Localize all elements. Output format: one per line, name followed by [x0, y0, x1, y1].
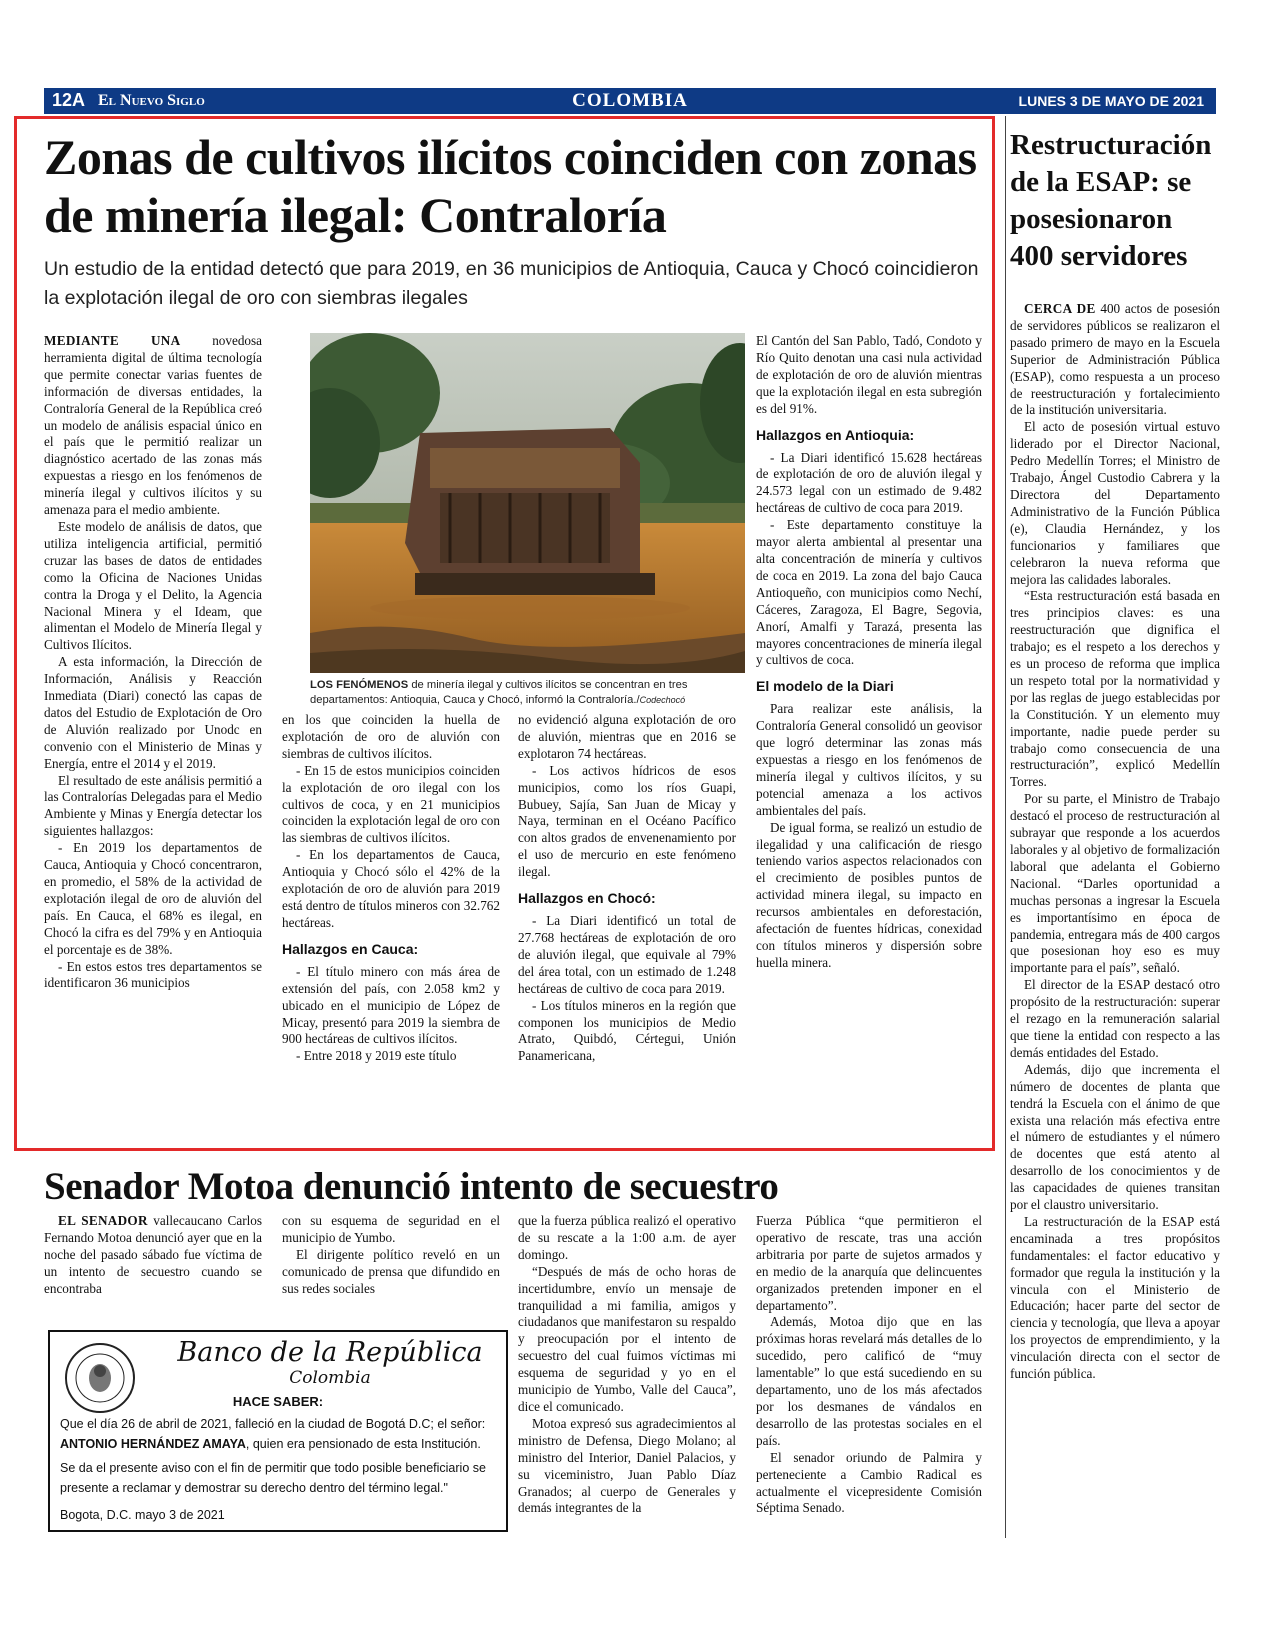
sidebar-column — [1010, 301, 1220, 1383]
paragraph: vallecaucano Carlos Fernando Motoa denunció ayer que en la noche del pasado sábado fue víctima de un intento de secuestro cuando se encontraba — [44, 1213, 262, 1296]
lead-in: EL SENADOR — [58, 1213, 148, 1228]
paragraph: Este modelo de análisis de datos, que utiliza inteligencia artificial, permitió cruzar las bases de datos de entidades como la Oficina de Naciones Unidas contra la Droga y el Delito, la Agencia Nacional Minera y el Ideam, que alimentan el Modelo de Minería Ilegal y Cultivos Ilícitos. — [44, 518, 262, 653]
section-title: COLOMBIA — [572, 90, 688, 111]
paragraph: Además, Motoa dijo que en las próximas horas revelará más detalles de lo sucedido, pero calificó de “muy lamentable” lo que está sucediendo en su departamento, uno de los más afectados por los desmanes de vándalos en desarrollo de las protestas sociales en el país. — [756, 1314, 982, 1448]
photo-caption — [310, 678, 745, 708]
article-photo — [310, 333, 745, 673]
paragraph: novedosa herramienta digital de última tecnología que permite conectar varias fuentes de información de diversas entidades, la Contraloría General de la República creó un modelo de análisis espacial único en el país que le permitió realizar un diagnóstico acertado de las zonas más expuestas a riesgo en los fenómenos de minería ilegal y cultivos ilícitos y su amenaza para el medio ambiente. — [44, 333, 262, 518]
paragraph: - En 2019 los departamentos de Cauca, Antioquia y Chocó concentraron, en promedio, el 58% de la actividad de explotación ilegal de oro de aluvión del país. En Cauca, el 68% es ilegal, en Chocó la cifra es del 79% y en Antioquia el porcentaje es de 38%. — [44, 840, 262, 957]
paragraph: El dirigente político reveló en un comunicado de prensa que difundido en sus redes sociales — [282, 1246, 500, 1296]
notice-title: HACE SABER: — [232, 1394, 324, 1409]
notice-text: Que el día 26 de abril de 2021, falleció en la ciudad de Bogotá D.C; el señor: — [60, 1417, 486, 1431]
bank-notice — [48, 1330, 508, 1532]
paragraph: - Los títulos mineros en la región que componen los municipios de Medio Atrato, Quibdó, Cértegui, Unión Panamericana, — [518, 997, 736, 1064]
article-column-3 — [518, 712, 736, 1065]
article-deck: Un estudio de la entidad detectó que para 2019, en 36 municipios de Antioquia, Cauca y Chocó coincidieron la explotación ilegal de oro con siembras ilegales — [44, 258, 979, 309]
paragraph: - En 15 de estos municipios coinciden la explotación de oro ilegal con los cultivos de coca, y en 21 municipios coinciden la explotación legal de oro con las siembras de cultivos ilícitos. — [282, 762, 500, 846]
subheading: Hallazgos en Antioquia: — [756, 426, 915, 443]
paragraph: no evidenció alguna explotación de oro de aluvión, mientras que en 2016 se explotaron 74 hectáreas. — [518, 712, 736, 761]
paragraph: Para realizar este análisis, la Contraloría General consolidó un geovisor que logró determinar las zonas más expuestas a riesgo en los fenómenos de minería ilegal y cultivos ilícitos, y su potencial amenaza a los activos ambientales del país. — [756, 701, 982, 818]
paragraph: 400 actos de posesión de servidores públicos se realizaron el pasado primero de mayo en la Escuela Superior de Administración Pública (ESAP), como respuesta a un proceso de reestructuración y fortalecimiento de la institución universitaria. — [1010, 301, 1220, 418]
paragraph: - El título minero con más área de extensión del país, con 2.058 km2 y ubicado en el municipio de López de Micay, presentó para 2019 la siembra de 900 hectáreas de cultivos ilícitos. — [282, 963, 500, 1047]
notice-text: Se da el presente aviso con el fin de permitir que todo posible beneficiario se presente a reclamar y demostrar su derecho dentro del término legal." — [60, 1461, 486, 1495]
bank-name: Banco de la República — [177, 1337, 483, 1368]
paragraph: A esta información, la Dirección de Información, Análisis y Reacción Inmediata (Diari) conectó las capas de datos del Estudio de Explotación de Oro de Aluvión realizado por Unodc en convenio con el Ministerio de Minas y Energía, entre el 2014 y el 2019. — [44, 654, 262, 771]
paragraph: El Cantón del San Pablo, Tadó, Condoto y Río Quito denotan una casi nula actividad de explotación de oro de aluvión mientras que la explotación ilegal en esta subregión es del 91%. — [756, 333, 982, 416]
paragraph: Además, dijo que incrementa el número de docentes de planta que tendrá la Escuela con el ánimo de que exista una relación más efectiva entre el número de estudiantes y el número de docentes que está atento al desarrollo de los conocimientos y de las capacidades de quienes transitan por el claustro universitario. — [1010, 1061, 1220, 1213]
article2-headline: Senador Motoa denunció intento de secuestro — [44, 1165, 779, 1208]
lead-in: MEDIANTE UNA — [44, 333, 181, 348]
paragraph: - Este departamento constituye la mayor alerta ambiental al presentar una alta concentración de minería y cultivos de coca en 2019. La zona del bajo Cauca Antioqueño, con municipios como Nechí, Cáceres, Zaragoza, El Bagre, Segovia, Anorí, Amalfi y Tarazá, presenta las mayores concentraciones de minería ilegal y cultivos de coca. — [756, 517, 982, 668]
article-column-1 — [44, 333, 262, 992]
paragraph: que la fuerza pública realizó el operativo de su rescate a la 1:00 a.m. de ayer domingo. — [518, 1213, 736, 1262]
sidebar-headline: Restructuración de la ESAP: se posesionaron 400 servidores — [1010, 129, 1212, 272]
newspaper-name: El Nuevo Siglo — [98, 92, 205, 109]
bank-country: Colombia — [289, 1368, 371, 1388]
notice-date: Bogota, D.C. mayo 3 de 2021 — [60, 1508, 225, 1522]
lead-in: CERCA DE — [1024, 301, 1096, 316]
paragraph: Fuerza Pública “que permitieron el operativo de rescate, tras una acción arbitraria por parte de sujetos armados y en medio de la anarquía que delincuentes organizados pretenden imponer en el departamento”. — [756, 1213, 982, 1313]
article2-column-2 — [282, 1213, 500, 1298]
mining-dredge-image — [310, 333, 745, 673]
paragraph: “Esta restructuración está basada en tres principios claves: es una reestructuración que dignifica el trabajo; es el respeto a los derechos y es un proceso de reforma que implica un respeto total por la normatividad y por las reglas de juego establecidas por la Constitución. Y un elemento muy importante, nadie puede perder su trabajo como consecuencia de una restructuración”, explicó Medellín Torres. — [1010, 588, 1220, 790]
masthead-bar — [44, 88, 1216, 114]
paragraph: - En los departamentos de Cauca, Antioquia y Chocó sólo el 42% de la explotación de oro de aluvión para 2019 está dentro de títulos mineros con 32.762 hectáreas. — [282, 847, 500, 930]
notice-body — [60, 1414, 500, 1502]
article-column-2 — [282, 712, 500, 1065]
paragraph: El senador oriundo de Palmira y perteneciente a Cambio Radical es actualmente el vicepresidente Comisión Séptima Senado. — [756, 1449, 982, 1516]
caption-text: de minería ilegal y cultivos ilícitos se concentran en tres departamentos: Antioquia, Cauca y Chocó, informó la Contraloría./ — [310, 679, 688, 706]
article2-column-1 — [44, 1213, 262, 1298]
notice-text: , quien era pensionado de esta Institución. — [245, 1437, 481, 1451]
subheading: El modelo de la Diari — [756, 678, 894, 695]
paragraph: - Entre 2018 y 2019 este título — [296, 1048, 457, 1064]
subheading: Hallazgos en Chocó: — [518, 890, 656, 907]
paragraph: El director de la ESAP destacó otro propósito de la restructuración: superar el rezago en la remuneración salarial que tiene la entidad con respecto a las demás entidades del Estado. — [1010, 977, 1220, 1060]
paragraph: De igual forma, se realizó un estudio de ilegalidad y una calificación de riesgo teniendo varios aspectos relacionados con el crecimiento de posibles puntos de actividad minera ilegal, su impacto en recursos ambientales en deforestación, afectación de fuentes hídricas, conexidad con títulos mineros y dispersión sobre huella minera. — [756, 819, 982, 970]
paragraph: El resultado de este análisis permitió a las Contralorías Delegadas para el Medio Ambiente y Minas y Energía detectar los siguientes hallazgos: — [44, 772, 262, 839]
paragraph: en los que coinciden la huella de explotación de oro de aluvión con siembras de cultivos ilícitos. — [282, 712, 500, 761]
paragraph: El acto de posesión virtual estuvo liderado por el Director Nacional, Pedro Medellín Torres; el Ministro de Trabajo, Ángel Custodio Cabrera y la Directora del Departamento Administrativo de la Función Pública (e), Claudia Hernández, y los funcionarios y familiares que celebraron la nueva reforma que mejora las calidades laborales. — [1010, 419, 1220, 587]
issue-date: LUNES 3 DE MAYO DE 2021 — [1018, 93, 1204, 109]
photo-credit: Codechocó — [639, 695, 686, 705]
paragraph: - En estos estos tres departamentos se identificaron 36 municipios — [44, 958, 262, 991]
paragraph: Motoa expresó sus agradecimientos al ministro de Defensa, Diego Molano; al ministro del Interior, Daniel Palacios, y su viceministro, Juan Pablo Díaz Granados; al cuerpo de Generales y demás integrantes de la — [518, 1415, 736, 1516]
article-column-4 — [756, 333, 982, 972]
paragraph: La restructuración de la ESAP está encaminada a tres propósitos fundamentales: el factor educativo y formador que regula la institución y la vincula con el Ministerio de Educación; hacer parte del sector de ciencia y tecnología, que lleva a apoyar los proyectos de emprendimiento, y la vinculación directa con el sector de función pública. — [1010, 1213, 1220, 1382]
paragraph: - La Diari identificó 15.628 hectáreas de explotación de oro de aluvión ilegal y 24.573 legal con un estimado de 9.482 hectáreas de cultivo de coca para 2019. — [756, 449, 982, 516]
paragraph: con su esquema de seguridad en el municipio de Yumbo. — [282, 1213, 500, 1245]
deceased-name: ANTONIO HERNÁNDEZ AMAYA — [60, 1437, 246, 1451]
page-number: 12A — [52, 90, 86, 110]
paragraph: Por su parte, el Ministro de Trabajo destacó el proceso de restructuración al subrayar que responde a los acuerdos laborales y al objetivo de formalización laboral que adelanta el Gobierno Nacional. “Darles oportunidad a muchas personas a ingresar la Escuela es importantísimo en época de pandemia, entregara más de 400 cargos que posesionan hoy eso es muy importante para el país”, señaló. — [1010, 791, 1220, 976]
paragraph: “Después de más de ocho horas de incertidumbre, envío un mensaje de tranquilidad a mi familia, amigos y ciudadanos que manifestaron su respaldo y preocupación por el intento de secuestro del cual fuimos víctimas mi esquema de seguridad y yo en el municipio de Yumbo, Valle del Cauca”, dice el comunicado. — [518, 1263, 736, 1414]
subheading: Hallazgos en Cauca: — [282, 940, 419, 957]
paragraph: - La Diari identificó un total de 27.768 hectáreas de explotación de oro de aluvión ilegal, que equivale al 79% del área total, con un estimado de 1.248 hectáreas de cultivo de coca para 2019. — [518, 913, 736, 996]
article2-column-4 — [756, 1213, 982, 1517]
column-divider — [1005, 116, 1006, 1538]
article2-column-3 — [518, 1213, 736, 1517]
paragraph: - Los activos hídricos de esos municipios, como los ríos Guapi, Bubuey, Sajía, San Juan de Micay y Naya, terminan en el Océano Pacífico con altos grados de envenenamiento por el uso de mercurio en este fenómeno ilegal. — [518, 762, 736, 880]
article-headline: Zonas de cultivos ilícitos coinciden con zonas de minería ilegal: Contraloría — [44, 129, 977, 243]
caption-lead: LOS FENÓMENOS — [310, 679, 409, 691]
